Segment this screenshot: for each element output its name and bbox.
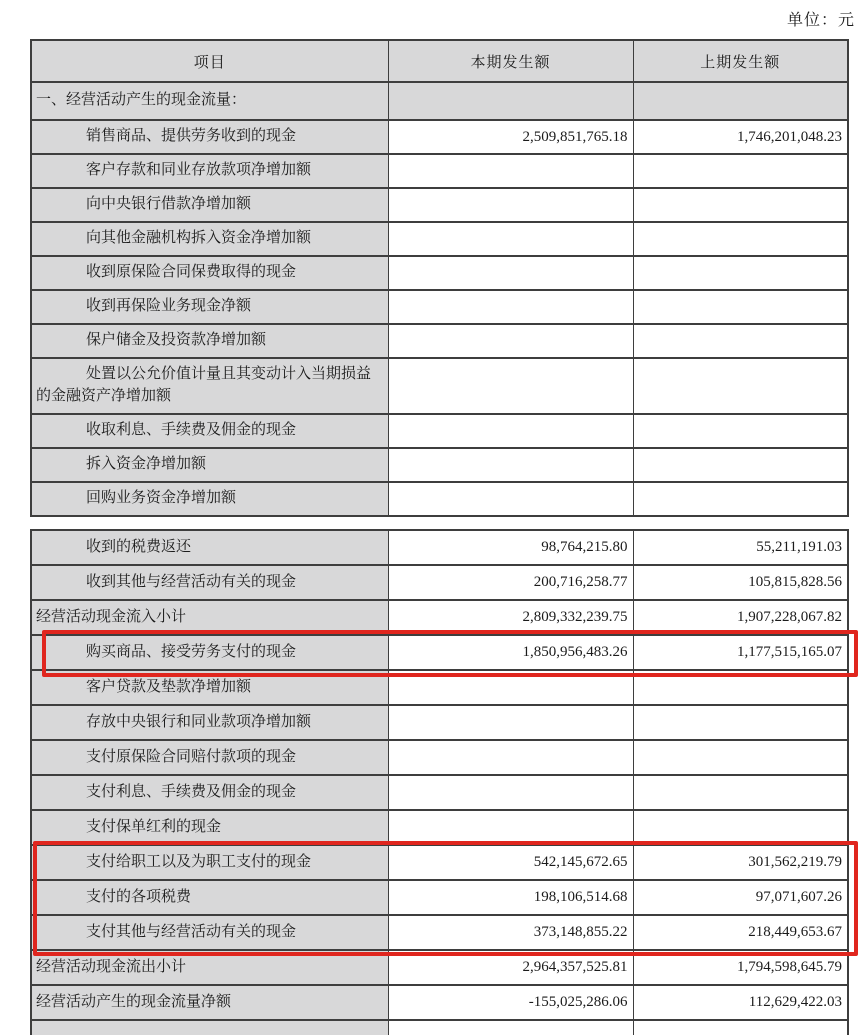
current-period-amount-cell xyxy=(388,740,633,775)
table-section-divider xyxy=(30,517,847,529)
current-period-amount-cell xyxy=(388,256,633,290)
current-period-amount-cell: 373,148,855.22 xyxy=(388,915,633,950)
item-label-cell: 支付原保险合同赔付款项的现金 xyxy=(31,740,388,775)
prior-period-amount-cell: 301,562,219.79 xyxy=(633,845,848,880)
prior-period-amount-cell: 1,907,228,067.82 xyxy=(633,600,848,635)
item-label-cell: 支付保单红利的现金 xyxy=(31,810,388,845)
table-row xyxy=(31,670,848,705)
current-period-amount-cell xyxy=(388,670,633,705)
table-row xyxy=(31,82,848,120)
current-period-amount-cell xyxy=(388,414,633,448)
current-period-amount-cell xyxy=(388,324,633,358)
prior-period-amount-cell xyxy=(633,1020,848,1035)
table-row xyxy=(31,530,848,565)
table-row xyxy=(31,358,848,414)
prior-period-amount-cell: 218,449,653.67 xyxy=(633,915,848,950)
unit-label: 单位：元 xyxy=(786,12,855,29)
table-row xyxy=(31,915,848,950)
prior-period-amount-cell: 97,071,607.26 xyxy=(633,880,848,915)
table-row xyxy=(31,985,848,1020)
prior-period-amount-cell: 1,794,598,645.79 xyxy=(633,950,848,985)
table-row xyxy=(31,950,848,985)
prior-period-amount-cell xyxy=(633,256,848,290)
prior-period-amount-cell: 112,629,422.03 xyxy=(633,985,848,1020)
item-label-cell: 销售商品、提供劳务收到的现金 xyxy=(31,120,388,154)
current-period-amount-cell xyxy=(388,222,633,256)
table-row xyxy=(31,740,848,775)
prior-period-amount-cell xyxy=(633,705,848,740)
item-label-cell: 收到原保险合同保费取得的现金 xyxy=(31,256,388,290)
item-label-cell: 拆入资金净增加额 xyxy=(31,448,388,482)
table-header-row xyxy=(31,40,848,82)
table-row xyxy=(31,448,848,482)
item-label-cell: 购买商品、接受劳务支付的现金 xyxy=(31,635,388,670)
current-period-amount-cell xyxy=(388,1020,633,1035)
table-row xyxy=(31,154,848,188)
current-period-amount-cell xyxy=(388,82,633,120)
item-label-cell: 支付利息、手续费及佣金的现金 xyxy=(31,775,388,810)
cash-flow-statement xyxy=(30,39,849,1035)
prior-period-amount-cell xyxy=(633,324,848,358)
prior-period-amount-cell xyxy=(633,222,848,256)
item-label-cell xyxy=(31,1020,388,1035)
table-row xyxy=(31,565,848,600)
prior-period-amount-cell: 1,746,201,048.23 xyxy=(633,120,848,154)
current-period-amount-cell: 1,850,956,483.26 xyxy=(388,635,633,670)
current-period-amount-cell: 198,106,514.68 xyxy=(388,880,633,915)
table-row xyxy=(31,414,848,448)
prior-period-amount-cell xyxy=(633,414,848,448)
column-header-item: 项目 xyxy=(31,40,388,82)
current-period-amount-cell: 2,964,357,525.81 xyxy=(388,950,633,985)
item-label-cell: 保户储金及投资款净增加额 xyxy=(31,324,388,358)
current-period-amount-cell xyxy=(388,705,633,740)
table-row xyxy=(31,290,848,324)
current-period-amount-cell xyxy=(388,810,633,845)
item-label-cell: 支付其他与经营活动有关的现金 xyxy=(31,915,388,950)
item-label-cell: 收到的税费返还 xyxy=(31,530,388,565)
prior-period-amount-cell xyxy=(633,810,848,845)
current-period-amount-cell xyxy=(388,358,633,414)
current-period-amount-cell: 200,716,258.77 xyxy=(388,565,633,600)
current-period-amount-cell: 2,509,851,765.18 xyxy=(388,120,633,154)
item-label-cell: 存放中央银行和同业款项净增加额 xyxy=(31,705,388,740)
item-label-cell: 收到再保险业务现金净额 xyxy=(31,290,388,324)
item-label-cell: 收取利息、手续费及佣金的现金 xyxy=(31,414,388,448)
current-period-amount-cell xyxy=(388,448,633,482)
item-label-cell: 支付的各项税费 xyxy=(31,880,388,915)
prior-period-amount-cell: 1,177,515,165.07 xyxy=(633,635,848,670)
prior-period-amount-cell xyxy=(633,290,848,324)
current-period-amount-cell xyxy=(388,290,633,324)
prior-period-amount-cell xyxy=(633,448,848,482)
current-period-amount-cell: -155,025,286.06 xyxy=(388,985,633,1020)
cash-flow-table-bottom xyxy=(30,529,849,1035)
item-label-cell: 客户贷款及垫款净增加额 xyxy=(31,670,388,705)
current-period-amount-cell xyxy=(388,154,633,188)
prior-period-amount-cell: 55,211,191.03 xyxy=(633,530,848,565)
item-label-cell: 回购业务资金净增加额 xyxy=(31,482,388,516)
prior-period-amount-cell xyxy=(633,154,848,188)
table-row xyxy=(31,705,848,740)
table-row xyxy=(31,120,848,154)
table-row xyxy=(31,600,848,635)
item-label-cell: 收到其他与经营活动有关的现金 xyxy=(31,565,388,600)
table-row xyxy=(31,188,848,222)
item-label-cell: 一、经营活动产生的现金流量： xyxy=(31,82,388,120)
column-header-current-period: 本期发生额 xyxy=(388,40,633,82)
current-period-amount-cell: 542,145,672.65 xyxy=(388,845,633,880)
prior-period-amount-cell xyxy=(633,775,848,810)
item-label-cell: 客户存款和同业存放款项净增加额 xyxy=(31,154,388,188)
table-row xyxy=(31,324,848,358)
prior-period-amount-cell xyxy=(633,482,848,516)
item-label-cell: 经营活动现金流出小计 xyxy=(31,950,388,985)
item-label-cell: 向中央银行借款净增加额 xyxy=(31,188,388,222)
table-row xyxy=(31,1020,848,1035)
table-row xyxy=(31,880,848,915)
table-row xyxy=(31,222,848,256)
current-period-amount-cell: 2,809,332,239.75 xyxy=(388,600,633,635)
item-label-cell: 处置以公允价值计量且其变动计入当期损益的金融资产净增加额 xyxy=(31,358,388,414)
item-label-cell: 支付给职工以及为职工支付的现金 xyxy=(31,845,388,880)
table-row xyxy=(31,482,848,516)
table-row xyxy=(31,256,848,290)
table-row xyxy=(31,775,848,810)
current-period-amount-cell xyxy=(388,482,633,516)
current-period-amount-cell: 98,764,215.80 xyxy=(388,530,633,565)
current-period-amount-cell xyxy=(388,775,633,810)
column-header-prior-period: 上期发生额 xyxy=(633,40,848,82)
table-row xyxy=(31,635,848,670)
table-row xyxy=(31,810,848,845)
table-row xyxy=(31,845,848,880)
prior-period-amount-cell xyxy=(633,188,848,222)
current-period-amount-cell xyxy=(388,188,633,222)
prior-period-amount-cell xyxy=(633,82,848,120)
item-label-cell: 经营活动现金流入小计 xyxy=(31,600,388,635)
item-label-cell: 向其他金融机构拆入资金净增加额 xyxy=(31,222,388,256)
prior-period-amount-cell xyxy=(633,670,848,705)
cash-flow-table-top xyxy=(30,39,849,517)
prior-period-amount-cell: 105,815,828.56 xyxy=(633,565,848,600)
prior-period-amount-cell xyxy=(633,740,848,775)
prior-period-amount-cell xyxy=(633,358,848,414)
item-label-cell: 经营活动产生的现金流量净额 xyxy=(31,985,388,1020)
